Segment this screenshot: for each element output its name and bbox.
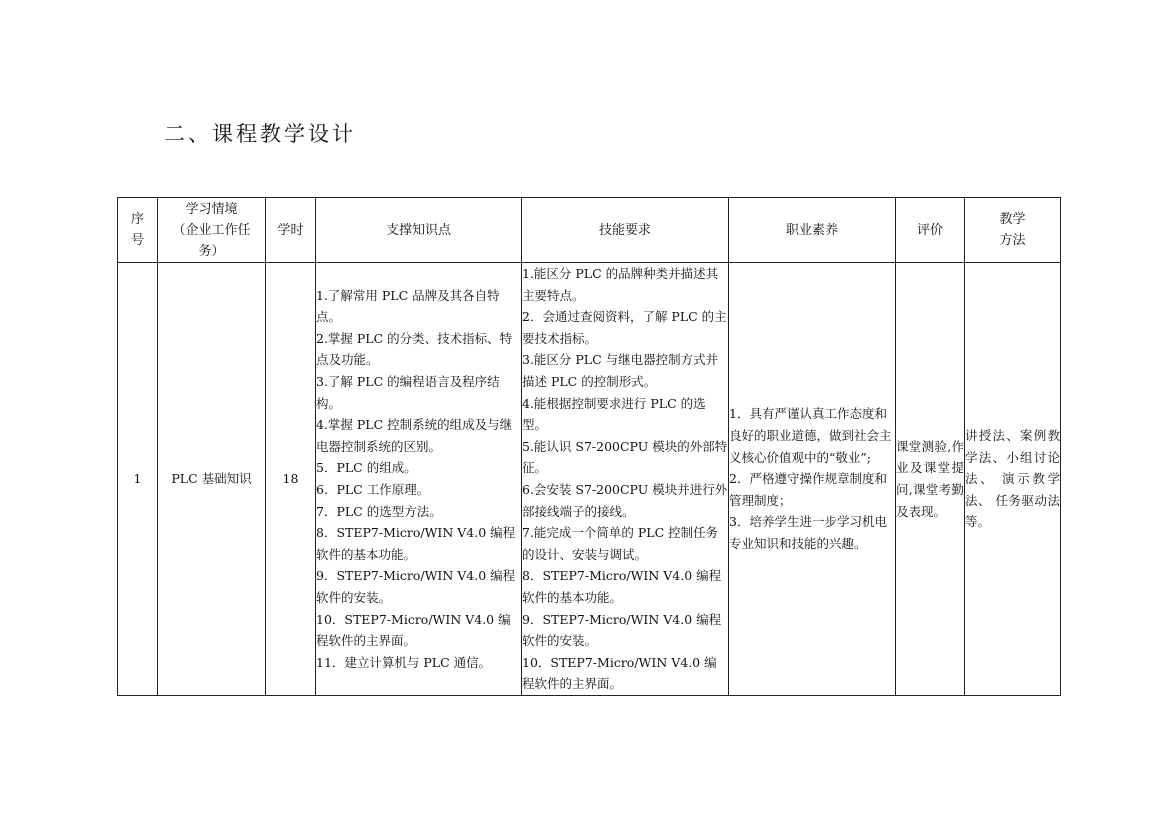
- knowledge-item: 8．STEP7-Micro/WIN V4.0 编程软件的基本功能。: [316, 525, 516, 562]
- knowledge-item: 10．STEP7-Micro/WIN V4.0 编程软件的主界面。: [316, 611, 511, 649]
- cell-situation: PLC 基础知识: [158, 263, 266, 696]
- skill-item: 7.能完成一个简单的 PLC 控制任务的设计、安装与调试。: [522, 525, 719, 562]
- skill-item: 3.能区分 PLC 与继电器控制方式并描述 PLC 的控制形式。: [522, 352, 719, 389]
- skill-item: 2．会通过查阅资料，了解 PLC 的主要技术指标。: [522, 309, 727, 346]
- header-seq-label: 序号: [130, 212, 144, 248]
- header-knowledge: [316, 198, 522, 263]
- header-seq: [118, 198, 158, 263]
- skill-item: 5.能认识 S7-200CPU 模块的外部特征。: [522, 438, 728, 476]
- cell-skills: [522, 263, 729, 696]
- cell-evaluation: [896, 263, 965, 696]
- knowledge-item: 1.了解常用 PLC 品牌及其各自特点。: [316, 287, 500, 325]
- header-hours-label: 学时: [277, 222, 304, 238]
- cell-quality: [729, 263, 896, 696]
- cell-knowledge: [316, 263, 522, 696]
- skill-item: 10．STEP7-Micro/WIN V4.0 编程软件的主界面。: [522, 654, 717, 692]
- cell-seq: 1: [118, 263, 158, 696]
- knowledge-item: 7．PLC 的选型方法。: [316, 503, 442, 519]
- header-evaluation-label: 评价: [916, 222, 943, 238]
- cell-hours: 18: [266, 263, 316, 696]
- skill-item: 4.能根据控制要求进行 PLC 的选型。: [522, 395, 706, 433]
- evaluation-text: 课堂测验,作业及课堂提问,课堂考勤及表现。: [896, 438, 964, 519]
- skill-item: 1.能区分 PLC 的品牌种类并描述其主要特点。: [522, 266, 719, 303]
- header-hours: [266, 198, 316, 263]
- quality-item: 2．严格遵守操作规章制度和管理制度；: [729, 471, 887, 508]
- quality-item: 3．培养学生进一步学习机电专业知识和技能的兴趣。: [729, 514, 887, 551]
- header-situation-label: 学习情境 （企业工作任务）: [172, 201, 251, 259]
- header-method: [965, 198, 1061, 263]
- header-quality: [729, 198, 896, 263]
- header-evaluation: [896, 198, 965, 263]
- knowledge-item: 9．STEP7-Micro/WIN V4.0 编程软件的安装。: [316, 568, 516, 605]
- table-header-row: [118, 198, 1061, 263]
- header-skills-label: 技能要求: [598, 222, 651, 238]
- header-knowledge-label: 支撑知识点: [385, 222, 451, 238]
- knowledge-item: 2.掌握 PLC 的分类、技术指标、特点及功能。: [316, 330, 513, 368]
- cell-method: [965, 263, 1061, 696]
- knowledge-item: 5．PLC 的组成。: [316, 460, 417, 476]
- header-method-label: 教学 方法: [999, 212, 1026, 248]
- header-situation: [158, 198, 266, 263]
- header-quality-label: 职业素养: [785, 222, 838, 238]
- skill-item: 8．STEP7-Micro/WIN V4.0 编程软件的基本功能。: [522, 568, 722, 605]
- method-text: 讲授法、案例教学法、小组讨论法、 演示教学法、 任务驱动法等。: [965, 427, 1060, 530]
- skill-item: 6.会安装 S7-200CPU 模块并进行外部接线端子的接线。: [522, 481, 728, 519]
- quality-item: 1．具有严谨认真工作态度和良好的职业道德，做到社会主义核心价值观中的“敬业”;: [729, 406, 892, 465]
- skill-item: 9．STEP7-Micro/WIN V4.0 编程软件的安装。: [522, 611, 722, 649]
- section-title: 二、课程教学设计: [164, 122, 356, 146]
- knowledge-item: 6．PLC 工作原理。: [316, 481, 430, 497]
- knowledge-item: 3.了解 PLC 的编程语言及程序结构。: [316, 373, 500, 411]
- knowledge-item: 11．建立计算机与 PLC 通信。: [316, 654, 492, 670]
- table-row: [118, 263, 1061, 696]
- header-skills: [522, 198, 729, 263]
- course-design-table: [117, 197, 1061, 696]
- knowledge-item: 4.掌握 PLC 控制系统的组成及与继电器控制系统的区别。: [316, 417, 513, 454]
